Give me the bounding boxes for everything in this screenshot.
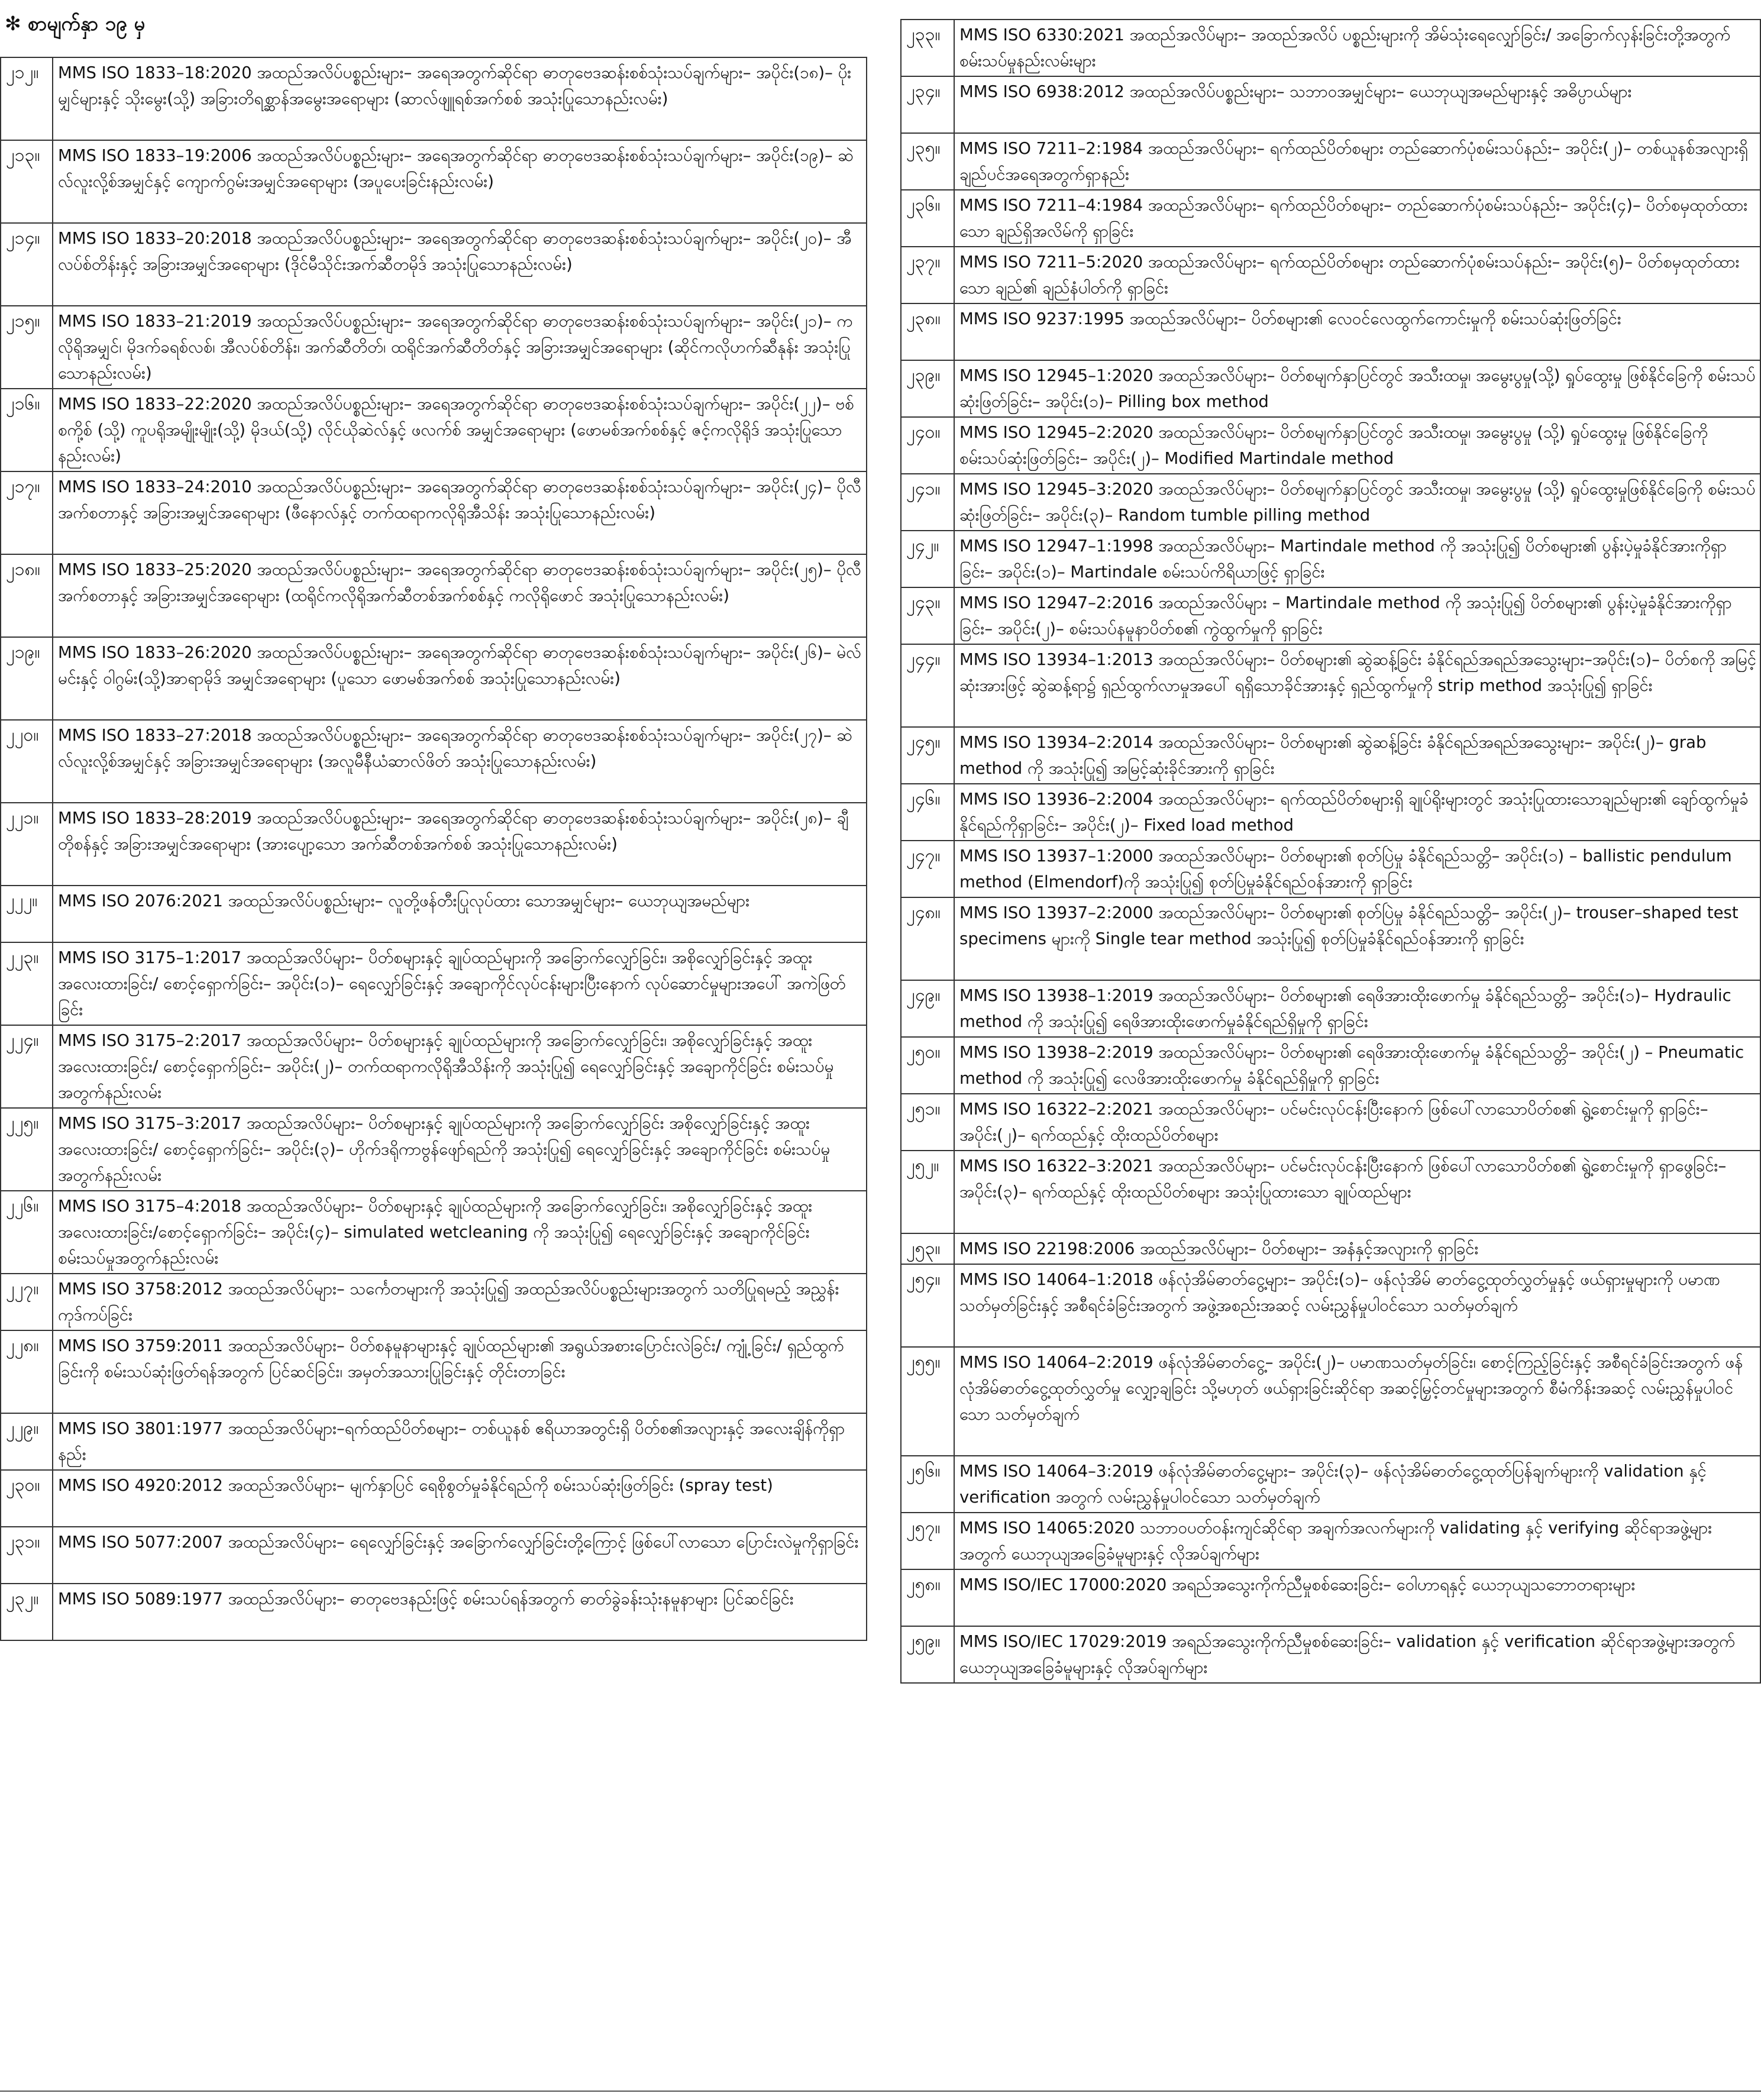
entry-number: ၂၁၅။ — [1, 306, 53, 389]
entry-title: MMS ISO 1833–27:2018 အထည်အလိပ်ပစ္စည်းများ– အရေအတွက်ဆိုင်ရာ ဓာတုဗေဒဆန်းစစ်သုံးသပ်ချက်များ– အပိုင်း(၂၇)– ဆဲလ်လူးလို့စ်အမျှင်နှင့် အခြားအမျှင်အရောများ (အလူမီနီယံဆာလ်ဖိတ် အသုံးပြုသောနည်းလမ်း) — [53, 720, 867, 803]
table-row — [901, 76, 1760, 133]
table-row — [901, 133, 1760, 190]
table-row — [901, 1456, 1760, 1513]
entry-title: MMS ISO 12945–3:2020 အထည်အလိပ်များ– ပိတ်စမျက်နှာပြင်တွင် အသီးထမှု၊ အမွေးပွမှု (သို့) ရှုပ်ထွေးမှုဖြစ်နိုင်ခြေကို စမ်းသပ်ဆုံးဖြတ်ခြင်း– အပိုင်း(၃)– Random tumble pilling method — [954, 474, 1760, 531]
entry-number: ၂၅၈။ — [901, 1569, 954, 1626]
entry-number: ၂၂၄။ — [1, 1025, 53, 1108]
entry-title: MMS ISO 22198:2006 အထည်အလိပ်များ– ပိတ်စများ– အနံနှင့်အလျားကို ရှာခြင်း — [954, 1233, 1760, 1264]
entry-number: ၂၃၉။ — [901, 360, 954, 417]
table-row — [901, 247, 1760, 303]
table-row — [901, 1513, 1760, 1569]
entry-number: ၂၅၂။ — [901, 1151, 954, 1233]
standards-table-left — [0, 57, 867, 1641]
entry-number: ၂၂၆။ — [1, 1191, 53, 1274]
table-row — [1, 803, 867, 886]
entry-title: MMS ISO 16322–2:2021 အထည်အလိပ်များ– ပင်မင်းလုပ်ငန်းပြီးနောက် ဖြစ်ပေါ်လာသောပိတ်စ၏ ရွဲ့စောင်းမှုကို ရှာခြင်း– အပိုင်း(၂)– ရက်ထည်နှင့် ထိုးထည်ပိတ်စများ — [954, 1094, 1760, 1151]
entry-title: MMS ISO 1833–20:2018 အထည်အလိပ်ပစ္စည်းများ– အရေအတွက်ဆိုင်ရာ ဓာတုဗေဒဆန်းစစ်သုံးသပ်ချက်များ– အပိုင်း(၂၀)– အီလပ်စ်တိန်းနှင့် အခြားအမျှင်အရောများ (ဒိုင်မီသိုင်းအက်ဆီတမိုဒ် အသုံးပြုသောနည်းလမ်း) — [53, 223, 867, 306]
entry-title: MMS ISO 12947–2:2016 အထည်အလိပ်များ – Martindale method ကို အသုံးပြု၍ ပိတ်စများ၏ ပွန်းပဲ့မှုခံနိုင်အားကိုရှာခြင်း– အပိုင်း(၂)– စမ်းသပ်နမူနာပိတ်စ၏ ကွဲထွက်မှုကို ရှာခြင်း — [954, 587, 1760, 644]
entry-title: MMS ISO 13936–2:2004 အထည်အလိပ်များ– ရက်ထည်ပိတ်စများရှိ ချုပ်ရိုးများတွင် အသုံးပြုထားသောချည်များ၏ ချော်ထွက်မှုခံနိုင်ရည်ကိုရှာခြင်း– အပိုင်း(၂)– Fixed load method — [954, 784, 1760, 841]
table-row — [901, 980, 1760, 1037]
table-row — [901, 190, 1760, 247]
table-row — [901, 897, 1760, 980]
page-heading: ✻ စာမျက်နှာ ၁၉ မှ — [5, 12, 146, 35]
table-row — [901, 644, 1760, 727]
table-row — [1, 389, 867, 471]
table-row — [1, 637, 867, 720]
entry-number: ၂၅၁။ — [901, 1094, 954, 1151]
entry-title: MMS ISO 6330:2021 အထည်အလိပ်များ– အထည်အလိပ် ပစ္စည်းများကို အိမ်သုံးရေလျှော်ခြင်း/ အခြောက်လှန်းခြင်းတို့အတွက် စမ်းသပ်မှုနည်းလမ်းများ — [954, 20, 1760, 76]
table-row — [901, 1151, 1760, 1233]
entry-number: ၂၂၀။ — [1, 720, 53, 803]
table-row — [1, 1025, 867, 1108]
table-row — [1, 1470, 867, 1527]
entry-number: ၂၄၄။ — [901, 644, 954, 727]
table-row — [1, 1108, 867, 1191]
entry-number: ၂၄၈။ — [901, 897, 954, 980]
entry-title: MMS ISO 12945–1:2020 အထည်အလိပ်များ– ပိတ်စမျက်နှာပြင်တွင် အသီးထမှု၊ အမွေးပွမှု(သို့) ရှုပ်ထွေးမှု ဖြစ်နိုင်ခြေကို စမ်းသပ်ဆုံးဖြတ်ခြင်း– အပိုင်း(၁)– Pilling box method — [954, 360, 1760, 417]
entry-title: MMS ISO 1833–18:2020 အထည်အလိပ်ပစ္စည်းများ– အရေအတွက်ဆိုင်ရာ ဓာတုဗေဒဆန်းစစ်သုံးသပ်ချက်များ– အပိုင်း(၁၈)– ပိုးမျှင်များနှင့် သိုးမွေး(သို့) အခြားတိရစ္ဆာန်အမွေးအရောများ (ဆာလ်ဖျူရစ်အက်စစ် အသုံးပြုသောနည်းလမ်း) — [53, 57, 867, 140]
entry-number: ၂၂၇။ — [1, 1274, 53, 1330]
entry-number: ၂၁၄။ — [1, 223, 53, 306]
bottom-rule — [0, 2091, 1761, 2092]
entry-number: ၂၅၀။ — [901, 1037, 954, 1094]
entry-number: ၂၅၇။ — [901, 1513, 954, 1569]
entry-number: ၂၄၉။ — [901, 980, 954, 1037]
entry-number: ၂၅၅။ — [901, 1347, 954, 1456]
table-row — [1, 1413, 867, 1470]
entry-title: MMS ISO 1833–25:2020 အထည်အလိပ်ပစ္စည်းများ– အရေအတွက်ဆိုင်ရာ ဓာတုဗေဒဆန်းစစ်သုံးသပ်ချက်များ– အပိုင်း(၂၅)– ပိုလီအက်စတာနှင့် အခြားအမျှင်အရောများ (ထရိုင်ကလိုရိုအက်ဆီတစ်အက်စစ်နှင့် ကလိုရိုဖောင် အသုံးပြုသောနည်းလမ်း) — [53, 554, 867, 637]
table-row — [1, 942, 867, 1025]
entry-title: MMS ISO 6938:2012 အထည်အလိပ်ပစ္စည်းများ– သဘာဝအမျှင်များ– ယေဘုယျအမည်များနှင့် အဓိပ္ပာယ်များ — [954, 76, 1760, 133]
entry-number: ၂၂၂။ — [1, 886, 53, 942]
entry-number: ၂၃၄။ — [901, 76, 954, 133]
entry-title: MMS ISO 13934–1:2013 အထည်အလိပ်များ– ပိတ်စများ၏ ဆွဲဆန့်ခြင်း ခံနိုင်ရည်အရည်အသွေးများ–အပိုင်း(၁)– ပိတ်စကို အမြင့်ဆုံးအားဖြင့် ဆွဲဆန့်ရာ၌ ရှည်ထွက်လာမှုအပေါ် ရရှိသောခိုင်အားနှင့် ရှည်ထွက်မှုကို strip method အသုံးပြု၍ ရှာခြင်း — [954, 644, 1760, 727]
entry-title: MMS ISO 12945–2:2020 အထည်အလိပ်များ– ပိတ်စမျက်နှာပြင်တွင် အသီးထမှု၊ အမွေးပွမှု (သို့) ရှုပ်ထွေးမှု ဖြစ်နိုင်ခြေကို စမ်းသပ်ဆုံးဖြတ်ခြင်း– အပိုင်း(၂)– Modified Martindale method — [954, 417, 1760, 474]
table-row — [901, 1094, 1760, 1151]
entry-number: ၂၂၈။ — [1, 1330, 53, 1413]
entry-title: MMS ISO 3175–2:2017 အထည်အလိပ်များ– ပိတ်စများနှင့် ချုပ်ထည်များကို အခြောက်လျှော်ခြင်း၊ အစိုလျှော်ခြင်းနှင့် အထူးအလေးထားခြင်း/ စောင့်ရှောက်ခြင်း– အပိုင်း(၂)– တက်ထရာကလိုရိုအီသိန်းကို အသုံးပြု၍ ရေလျှော်ခြင်းနှင့် အချောကိုင်ခြင်း စမ်းသပ်မှုအတွက်နည်းလမ်း — [53, 1025, 867, 1108]
entry-number: ၂၅၃။ — [901, 1233, 954, 1264]
entry-title: MMS ISO 1833–21:2019 အထည်အလိပ်ပစ္စည်းများ– အရေအတွက်ဆိုင်ရာ ဓာတုဗေဒဆန်းစစ်သုံးသပ်ချက်များ– အပိုင်း(၂၁)– ကလိုရိုအမျှင်၊ မိုဒက်ခရစ်လစ်၊ အီလပ်စ်တိန်း၊ အက်ဆီတိတ်၊ ထရိုင်အက်ဆီတိတ်နှင့် အခြားအမျှင်အရောများ (ဆိုင်ကလိုဟက်ဆီနုန်း အသုံးပြုသောနည်းလမ်း) — [53, 306, 867, 389]
entry-title: MMS ISO 3801:1977 အထည်အလိပ်များ–ရက်ထည်ပိတ်စများ– တစ်ယူနစ် ဧရိယာအတွင်းရှိ ပိတ်စ၏အလျားနှင့် အလေးချိန်ကိုရှာနည်း — [53, 1413, 867, 1470]
entry-title: MMS ISO 1833–22:2020 အထည်အလိပ်ပစ္စည်းများ– အရေအတွက်ဆိုင်ရာ ဓာတုဗေဒဆန်းစစ်သုံးသပ်ချက်များ– အပိုင်း(၂၂)– ဗစ်စကို့စ် (သို့) ကူပရိုအမျိုးမျိုး(သို့) မိုဒယ်(သို့) လိုင်ယိုဆဲလ်နှင့် ဖလက်စ် အမျှင်အရောများ (ဖောမစ်အက်စစ်နှင့် ဇင့်ကလိုရိုဒ် အသုံးပြုသောနည်းလမ်း) — [53, 389, 867, 471]
table-row — [901, 1233, 1760, 1264]
table-row — [1, 223, 867, 306]
entry-title: MMS ISO 14064–2:2019 ဖန်လုံအိမ်ဓာတ်ငွေ့– အပိုင်း(၂)– ပမာဏသတ်မှတ်ခြင်း၊ စောင့်ကြည့်ခြင်းနှင့် အစီရင်ခံခြင်းအတွက် ဖန်လုံအိမ်ဓာတ်ငွေ့ထုတ်လွှတ်မှု လျှော့ချခြင်း သို့မဟုတ် ဖယ်ရှားခြင်းဆိုင်ရာ အဆင့်မြှင့်တင်မှုများအတွက် စီမံကိန်းအဆင့် လမ်းညွှန်မှုပါဝင်သော သတ်မှတ်ချက် — [954, 1347, 1760, 1456]
table-row — [901, 417, 1760, 474]
entry-number: ၂၅၉။ — [901, 1626, 954, 1683]
entry-number: ၂၃၈။ — [901, 303, 954, 360]
entry-title: MMS ISO 7211–4:1984 အထည်အလိပ်များ– ရက်ထည်ပိတ်စများ– တည်ဆောက်ပုံစမ်းသပ်နည်း– အပိုင်း(၄)– ပိတ်စမှထုတ်ထားသော ချည်ရှိအလိမ်ကို ရှာခြင်း — [954, 190, 1760, 247]
entry-title: MMS ISO 7211–5:2020 အထည်အလိပ်များ– ရက်ထည်ပိတ်စများ တည်ဆောက်ပုံစမ်းသပ်နည်း– အပိုင်း(၅)– ပိတ်စမှထုတ်ထားသော ချည်၏ ချည်နံပါတ်ကို ရှာခြင်း — [954, 247, 1760, 303]
entry-number: ၂၃၁။ — [1, 1527, 53, 1584]
table-row — [901, 20, 1760, 76]
entry-title: MMS ISO 1833–24:2010 အထည်အလိပ်ပစ္စည်းများ– အရေအတွက်ဆိုင်ရာ ဓာတုဗေဒဆန်းစစ်သုံးသပ်ချက်များ– အပိုင်း(၂၄)– ပိုလီအက်စတာနှင့် အခြားအမျှင်အရောများ (ဖီနော‌လ်နှင့် တက်ထရာကလိုရိုအီသိန်း အသုံးပြုသောနည်းလမ်း) — [53, 471, 867, 554]
entry-title: MMS ISO/IEC 17000:2020 အရည်အသွေးကိုက်ညီမှုစစ်ဆေးခြင်း– ဝေါဟာရနှင့် ယေဘုယျသဘောတရားများ — [954, 1569, 1760, 1626]
table-row — [1, 1527, 867, 1584]
entry-number: ၂၁၉။ — [1, 637, 53, 720]
entry-title: MMS ISO 13937–2:2000 အထည်အလိပ်များ– ပိတ်စများ၏ စုတ်ပြဲမှု ခံနိုင်ရည်သတ္တိ– အပိုင်း(၂)– trouser–shaped test specimens များကို Single tear method အသုံးပြု၍ စုတ်ပြဲမှုခံနိုင်ရည်ဝန်အားကို ရှာခြင်း — [954, 897, 1760, 980]
entry-number: ၂၃၇။ — [901, 247, 954, 303]
entry-title: MMS ISO 3175–4:2018 အထည်အလိပ်များ– ပိတ်စများနှင့် ချုပ်ထည်များကို အခြောက်လျှော်ခြင်း၊ အစိုလျှော်ခြင်းနှင့် အထူးအလေးထားခြင်း/စောင့်ရှောက်ခြင်း– အပိုင်း(၄)– simulated wetcleaning ကို အသုံးပြု၍ ရေလျှော်ခြင်းနှင့် အချောကိုင်ခြင်း စမ်းသပ်မှုအတွက်နည်းလမ်း — [53, 1191, 867, 1274]
entry-title: MMS ISO 3175–1:2017 အထည်အလိပ်များ– ပိတ်စများနှင့် ချုပ်ထည်များကို အခြောက်လျှော်ခြင်း၊ အစိုလျှော်ခြင်းနှင့် အထူးအလေးထားခြင်း/ စောင့်ရှောက်ခြင်း– အပိုင်း(၁)– ရေလျှော်ခြင်းနှင့် အချောကိုင်လုပ်ငန်းများပြီးနောက် လုပ်ဆောင်မှုများအပေါ် အကဲဖြတ်ခြင်း — [53, 942, 867, 1025]
entry-number: ၂၃၀။ — [1, 1470, 53, 1527]
table-row — [901, 303, 1760, 360]
entry-title: MMS ISO 12947–1:1998 အထည်အလိပ်များ– Martindale method ကို အသုံးပြု၍ ပိတ်စများ၏ ပွန်းပဲ့မှုခံနိုင်အားကိုရှာခြင်း– အပိုင်း(၁)– Martindale စမ်းသပ်ကိရိယာဖြင့် ရှာခြင်း — [954, 531, 1760, 587]
entry-number: ၂၁၂။ — [1, 57, 53, 140]
table-row — [901, 727, 1760, 784]
entry-number: ၂၄၃။ — [901, 587, 954, 644]
table-row — [901, 1264, 1760, 1347]
table-row — [901, 360, 1760, 417]
entry-title: MMS ISO 14064–3:2019 ဖန်လုံအိမ်ဓာတ်ငွေ့များ– အပိုင်း(၃)– ဖန်လုံအိမ်ဓာတ်ငွေ့ထုတ်ပြန်ချက်များကို validation နှင့် verification အတွက် လမ်းညွှန်မှုပါဝင်သော သတ်မှတ်ချက် — [954, 1456, 1760, 1513]
entry-title: MMS ISO 13934–2:2014 အထည်အလိပ်များ– ပိတ်စများ၏ ဆွဲဆန့်ခြင်း ခံနိုင်ရည်အရည်အသွေးများ– အပိုင်း(၂)– grab method ကို အသုံးပြု၍ အမြင့်ဆုံးခိုင်အားကို ရှာခြင်း — [954, 727, 1760, 784]
table-row — [901, 531, 1760, 587]
table-row — [901, 841, 1760, 897]
entry-title: MMS ISO 9237:1995 အထည်အလိပ်များ– ပိတ်စများ၏ လေဝင်လေထွက်ကောင်းမှုကို စမ်းသပ်ဆုံးဖြတ်ခြင်း — [954, 303, 1760, 360]
table-row — [1, 1584, 867, 1640]
entry-number: ၂၂၁။ — [1, 803, 53, 886]
entry-title: MMS ISO/IEC 17029:2019 အရည်အသွေးကိုက်ညီမှုစစ်ဆေးခြင်း– validation နှင့် verification ဆိုင်ရာအဖွဲ့များအတွက် ယေဘုယျအခြေခံမူများနှင့် လိုအပ်ချက်များ — [954, 1626, 1760, 1683]
table-row — [901, 1626, 1760, 1683]
table-row — [1, 140, 867, 223]
entry-title: MMS ISO 7211–2:1984 အထည်အလိပ်များ– ရက်ထည်ပိတ်စများ တည်ဆောက်ပုံစမ်းသပ်နည်း– အပိုင်း(၂)– တစ်ယူနစ်အလျားရှိ ချည်ပင်အရေအတွက်ရှာနည်း — [954, 133, 1760, 190]
entry-number: ၂၅၆။ — [901, 1456, 954, 1513]
table-row — [901, 474, 1760, 531]
entry-title: MMS ISO 4920:2012 အထည်အလိပ်များ– မျက်နှာပြင် ရေစိုစွတ်မှုခံနိုင်ရည်ကို စမ်းသပ်ဆုံးဖြတ်ခြင်း (spray test) — [53, 1470, 867, 1527]
entry-title: MMS ISO 1833–26:2020 အထည်အလိပ်ပစ္စည်းများ– အရေအတွက်ဆိုင်ရာ ဓာတုဗေဒဆန်းစစ်သုံးသပ်ချက်များ– အပိုင်း(၂၆)– မဲလ်မင်းနှင့် ဝါဂွမ်း(သို့)အာရာမိုဒ် အမျှင်အရောများ (ပူသော ဖောမစ်အက်စစ် အသုံးပြုသောနည်းလမ်း) — [53, 637, 867, 720]
entry-title: MMS ISO 2076:2021 အထည်အလိပ်ပစ္စည်းများ– လူတို့ဖန်တီးပြုလုပ်ထား သောအမျှင်များ– ယေဘုယျအမည်များ — [53, 886, 867, 942]
standards-table-right — [900, 19, 1761, 1684]
entry-number: ၂၄၂။ — [901, 531, 954, 587]
right-column — [900, 19, 1761, 1684]
table-row — [1, 1330, 867, 1413]
entry-number: ၂၃၆။ — [901, 190, 954, 247]
table-row — [901, 1569, 1760, 1626]
entry-title: MMS ISO 13938–2:2019 အထည်အလိပ်များ– ပိတ်စများ၏ ရေဖိအားထိုးဖောက်မှု ခံနိုင်ရည်သတ္တိ– အပိုင်း(၂) – Pneumatic method ကို အသုံးပြု၍ လေဖိအားထိုးဖောက်မှု ခံနိုင်ရည်ရှိမှုကို ရှာခြင်း — [954, 1037, 1760, 1094]
entry-number: ၂၄၆။ — [901, 784, 954, 841]
table-row — [901, 1037, 1760, 1094]
entry-number: ၂၁၈။ — [1, 554, 53, 637]
entry-number: ၂၄၁။ — [901, 474, 954, 531]
table-row — [1, 1274, 867, 1330]
entry-number: ၂၅၄။ — [901, 1264, 954, 1347]
entry-number: ၂၁၇။ — [1, 471, 53, 554]
entry-title: MMS ISO 5077:2007 အထည်အလိပ်များ– ရေလျှော်ခြင်းနှင့် အခြောက်လျှော်ခြင်းတို့ကြောင့် ဖြစ်ပေါ်လာသော ပြောင်းလဲမှုကိုရှာခြင်း — [53, 1527, 867, 1584]
entry-number: ၂၂၉။ — [1, 1413, 53, 1470]
entry-title: MMS ISO 1833–28:2019 အထည်အလိပ်ပစ္စည်းများ– အရေအတွက်ဆိုင်ရာ ဓာတုဗေဒဆန်းစစ်သုံးသပ်ချက်များ– အပိုင်း(၂၈)– ချီတိုစန်နှင့် အခြားအမျှင်အရောများ (အားပျော့သော အက်ဆီတစ်အက်စစ် အသုံးပြုသောနည်းလမ်း) — [53, 803, 867, 886]
entry-number: ၂၁၃။ — [1, 140, 53, 223]
entry-number: ၂၃၂။ — [1, 1584, 53, 1640]
table-row — [1, 306, 867, 389]
table-row — [901, 1347, 1760, 1456]
entry-number: ၂၂၅။ — [1, 1108, 53, 1191]
table-row — [1, 554, 867, 637]
entry-title: MMS ISO 1833–19:2006 အထည်အလိပ်ပစ္စည်းများ– အရေအတွက်ဆိုင်ရာ ဓာတုဗေဒဆန်းစစ်သုံးသပ်ချက်များ– အပိုင်း(၁၉)– ဆဲလ်လူးလို့စ်အမျှင်နှင့် ကျောက်ဂွမ်းအမျှင်အရောများ (အပူပေးခြင်းနည်းလမ်း) — [53, 140, 867, 223]
entry-title: MMS ISO 3175–3:2017 အထည်အလိပ်များ– ပိတ်စများနှင့် ချုပ်ထည်များကို အခြောက်လျှော်ခြင်း အစိုလျှော်ခြင်းနှင့် အထူးအလေးထားခြင်း/ စောင့်ရှောက်ခြင်း– အပိုင်း(၃)– ဟိုက်ဒရိုကာဗွန်ဖျော်ရည်ကို အသုံးပြု၍ ရေလျှော်ခြင်းနှင့် အချောကိုင်ခြင်း စမ်းသပ်မှုအတွက်နည်းလမ်း — [53, 1108, 867, 1191]
entry-number: ၂၄၅။ — [901, 727, 954, 784]
table-row — [1, 1191, 867, 1274]
entry-title: MMS ISO 3759:2011 အထည်အလိပ်များ– ပိတ်စနမူနာများနှင့် ချုပ်ထည်များ၏ အရွယ်အစားပြောင်းလဲခြင်း/ ကျုံ့ခြင်း/ ရှည်ထွက်ခြင်းကို စမ်းသပ်ဆုံးဖြတ်ရန်အတွက် ပြင်ဆင်ခြင်း၊ အမှတ်အသားပြုခြင်းနှင့် တိုင်းတာခြင်း — [53, 1330, 867, 1413]
entry-title: MMS ISO 5089:1977 အထည်အလိပ်များ– ဓာတုဗေဒနည်းဖြင့် စမ်းသပ်ရန်အတွက် ဓာတ်ခွဲခန်းသုံးနမူနာများ ပြင်ဆင်ခြင်း — [53, 1584, 867, 1640]
entry-title: MMS ISO 3758:2012 အထည်အလိပ်များ– သင်္ကေတများကို အသုံးပြု၍ အထည်အလိပ်ပစ္စည်းများအတွက် သတိပြုရမည့် အညွှန်းကုဒ်ကပ်ခြင်း — [53, 1274, 867, 1330]
table-row — [1, 57, 867, 140]
entry-number: ၂၄၀။ — [901, 417, 954, 474]
entry-title: MMS ISO 16322–3:2021 အထည်အလိပ်များ– ပင်မင်းလုပ်ငန်းပြီးနောက် ဖြစ်ပေါ်လာသောပိတ်စ၏ ရွဲ့စောင်းမှုကို ရှာဖွေခြင်း– အပိုင်း(၃)– ရက်ထည်နှင့် ထိုးထည်ပိတ်စများ အသုံးပြုထားသော ချုပ်ထည်များ — [954, 1151, 1760, 1233]
table-row — [901, 784, 1760, 841]
entry-title: MMS ISO 14065:2020 သဘာဝပတ်ဝန်းကျင်ဆိုင်ရာ အချက်အလက်များကို validating နှင့် verifying ဆိုင်ရာအဖွဲ့များအတွက် ယေဘုယျအခြေခံမူများနှင့် လိုအပ်ချက်များ — [954, 1513, 1760, 1569]
table-row — [1, 886, 867, 942]
table-row — [1, 720, 867, 803]
entry-number: ၂၄၇။ — [901, 841, 954, 897]
entry-number: ၂၃၅။ — [901, 133, 954, 190]
entry-title: MMS ISO 14064–1:2018 ဖန်လုံအိမ်ဓာတ်ငွေ့များ– အပိုင်း(၁)– ဖန်လုံအိမ် ဓာတ်ငွေ့ထုတ်လွှတ်မှုနှင့် ဖယ်ရှားမှုများကို ပမာဏသတ်မှတ်ခြင်းနှင့် အစီရင်ခံခြင်းအတွက် အဖွဲ့အစည်းအဆင့် လမ်းညွှန်မှုပါဝင်သော သတ်မှတ်ချက် — [954, 1264, 1760, 1347]
left-column — [0, 57, 867, 1641]
entry-title: MMS ISO 13937–1:2000 အထည်အလိပ်များ– ပိတ်စများ၏ စုတ်ပြဲမှု ခံနိုင်ရည်သတ္တိ– အပိုင်း(၁) – ballistic pendulum method (Elmendorf)ကို အသုံးပြု၍ စုတ်ပြဲမှုခံနိုင်ရည်ဝန်အားကို ရှာခြင်း — [954, 841, 1760, 897]
entry-number: ၂၁၆။ — [1, 389, 53, 471]
table-row — [901, 587, 1760, 644]
entry-number: ၂၃၃။ — [901, 20, 954, 76]
entry-title: MMS ISO 13938–1:2019 အထည်အလိပ်များ– ပိတ်စများ၏ ရေဖိအားထိုးဖောက်မှု ခံနိုင်ရည်သတ္တိ– အပိုင်း(၁)– Hydraulic method ကို အသုံးပြု၍ ရေဖိအားထိုးဖောက်မှုခံနိုင်ရည်ရှိမှုကို ရှာခြင်း — [954, 980, 1760, 1037]
table-row — [1, 471, 867, 554]
entry-number: ၂၂၃။ — [1, 942, 53, 1025]
